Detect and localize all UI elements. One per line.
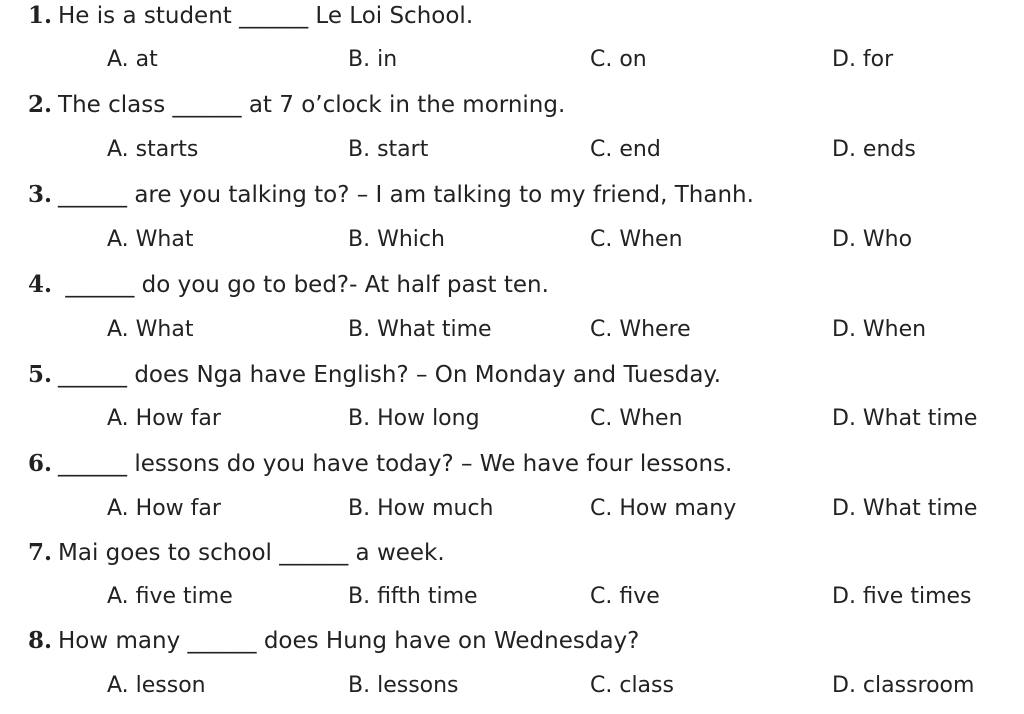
option-a[interactable]: A. What xyxy=(107,227,194,252)
question-number: 1. xyxy=(28,2,53,29)
option-d[interactable]: D. Who xyxy=(832,227,913,252)
question-text: How many ______ does Hung have on Wednesday? xyxy=(58,628,640,654)
option-a[interactable]: A. lesson xyxy=(107,673,206,698)
option-a[interactable]: A. How far xyxy=(107,496,221,521)
question-text: The class ______ at 7 o’clock in the morning. xyxy=(58,92,566,118)
option-a[interactable]: A. What xyxy=(107,317,194,342)
question-number: 3. xyxy=(28,181,53,208)
option-d[interactable]: D. for xyxy=(832,47,894,72)
option-d[interactable]: D. When xyxy=(832,317,927,342)
question-text: ______ are you talking to? – I am talking to my friend, Thanh. xyxy=(58,182,754,208)
option-b[interactable]: B. How much xyxy=(348,496,494,521)
option-d[interactable]: D. five times xyxy=(832,584,972,609)
question-number: 8. xyxy=(28,627,53,654)
question-number: 7. xyxy=(28,539,53,566)
option-d[interactable]: D. classroom xyxy=(832,673,975,698)
option-c[interactable]: C. When xyxy=(590,227,683,252)
option-b[interactable]: B. How long xyxy=(348,406,480,431)
question-text: He is a student ______ Le Loi School. xyxy=(58,3,474,29)
question-1 xyxy=(28,1,473,31)
question-5 xyxy=(28,360,721,390)
question-8 xyxy=(28,626,639,656)
question-number: 4. xyxy=(28,271,53,298)
option-b[interactable]: B. Which xyxy=(348,227,445,252)
question-7 xyxy=(28,538,445,568)
option-a[interactable]: A. How far xyxy=(107,406,221,431)
option-b[interactable]: B. lessons xyxy=(348,673,459,698)
question-number: 6. xyxy=(28,450,53,477)
question-number: 5. xyxy=(28,361,53,388)
question-text: ______ does Nga have English? – On Monday and Tuesday. xyxy=(58,362,722,388)
question-3 xyxy=(28,180,754,210)
question-6 xyxy=(28,449,732,479)
option-c[interactable]: C. How many xyxy=(590,496,737,521)
question-4 xyxy=(28,270,549,300)
option-a[interactable]: A. five time xyxy=(107,584,233,609)
option-d[interactable]: D. What time xyxy=(832,496,978,521)
option-c[interactable]: C. When xyxy=(590,406,683,431)
question-text: Mai goes to school ______ a week. xyxy=(58,540,445,566)
option-b[interactable]: B. start xyxy=(348,137,429,162)
option-c[interactable]: C. five xyxy=(590,584,660,609)
option-b[interactable]: B. What time xyxy=(348,317,492,342)
question-2 xyxy=(28,90,565,120)
question-text: ______ do you go to bed?- At half past ten. xyxy=(58,272,549,298)
option-b[interactable]: B. in xyxy=(348,47,398,72)
option-a[interactable]: A. at xyxy=(107,47,158,72)
option-b[interactable]: B. fifth time xyxy=(348,584,478,609)
option-c[interactable]: C. Where xyxy=(590,317,691,342)
option-d[interactable]: D. What time xyxy=(832,406,978,431)
option-c[interactable]: C. on xyxy=(590,47,647,72)
option-d[interactable]: D. ends xyxy=(832,137,916,162)
option-a[interactable]: A. starts xyxy=(107,137,199,162)
option-c[interactable]: C. class xyxy=(590,673,674,698)
question-number: 2. xyxy=(28,91,53,118)
question-text: ______ lessons do you have today? – We have four lessons. xyxy=(58,451,733,477)
option-c[interactable]: C. end xyxy=(590,137,661,162)
